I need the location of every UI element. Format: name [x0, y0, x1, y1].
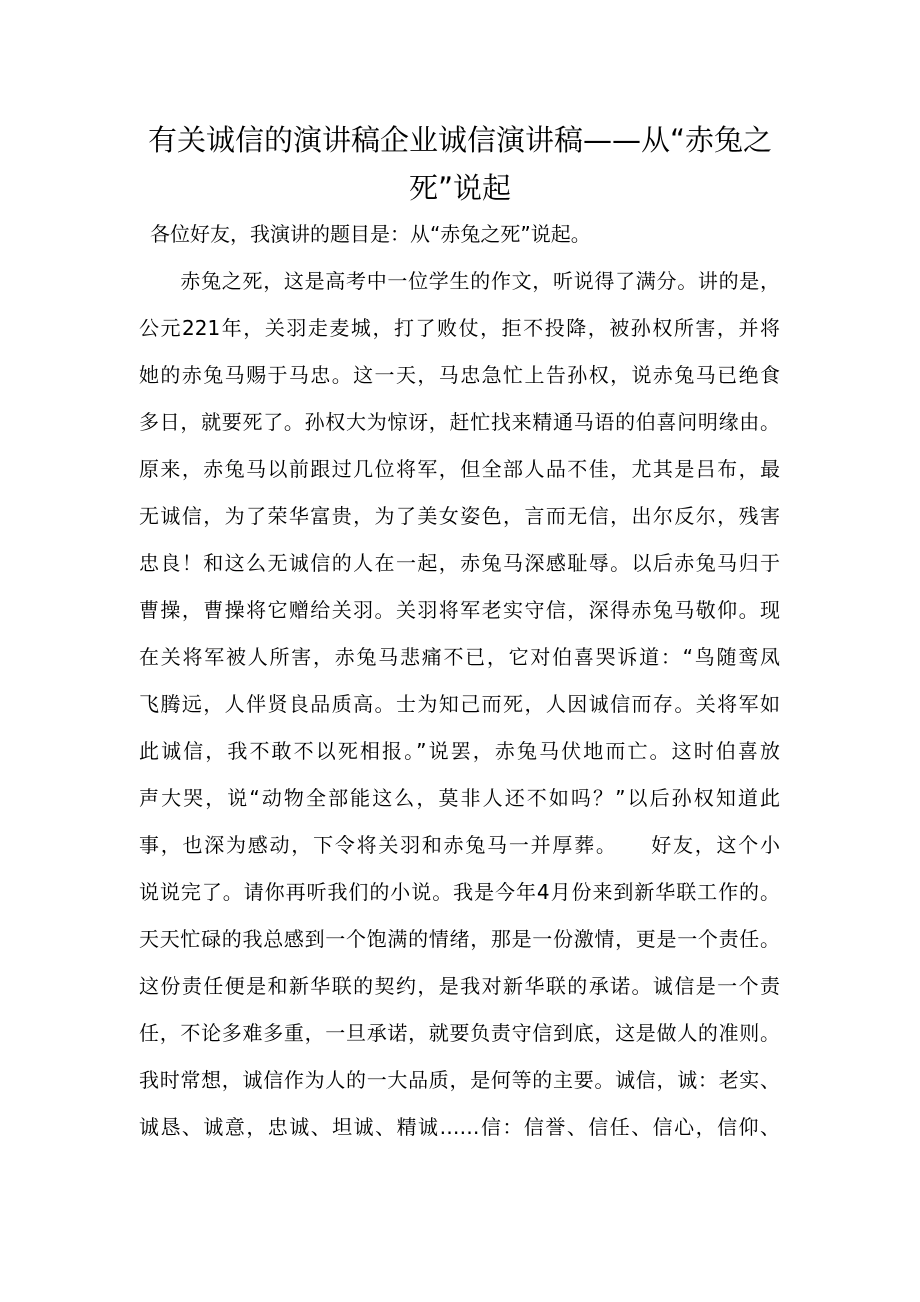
body-line: 多日，就要死了。孙权大为惊讶，赶忙找来精通马语的伯喜问明缘由。 [139, 410, 780, 434]
body-line: 这份责任便是和新华联的契约，是我对新华联的承诺。诚信是一个责 [139, 974, 780, 998]
body-line: 忠良！和这么无诚信的人在一起，赤兔马深感耻辱。以后赤兔马归于 [139, 551, 780, 575]
body-line: 我时常想，诚信作为人的一大品质，是何等的主要。诚信，诚：老实、 [139, 1068, 780, 1092]
body-line: 此诚信，我不敢不以死相报。”说罢，赤兔马伏地而亡。这时伯喜放 [139, 739, 780, 763]
body-line: 事，也深为感动，下令将关羽和赤兔马一并厚葬。 好友，这个小 [139, 833, 780, 857]
body-line: 任，不论多难多重，一旦承诺，就要负责守信到底，这是做人的准则。 [139, 1021, 780, 1045]
body-line: 诚恳、诚意，忠诚、坦诚、精诚……信：信誉、信任、信心，信仰、 [139, 1115, 780, 1139]
body-line: 曹操，曹操将它赠给关羽。关羽将军老实守信，深得赤兔马敬仰。现 [139, 598, 780, 622]
body-line: 飞腾远，人伴贤良品质高。士为知己而死，人因诚信而存。关将军如 [139, 692, 780, 716]
body-line: 在关将军被人所害，赤兔马悲痛不已，它对伯喜哭诉道：“鸟随鸾凤 [139, 645, 780, 669]
body-line: 公元221年，关羽走麦城，打了败仗，拒不投降，被孙权所害，并将 [139, 316, 780, 340]
body-line: 说说完了。请你再听我们的小说。我是今年4月份来到新华联工作的。 [139, 880, 780, 904]
greeting-line: 各位好友，我演讲的题目是：从“赤兔之死”说起。 [150, 222, 591, 246]
body-line: 她的赤兔马赐于马忠。这一天，马忠急忙上告孙权，说赤兔马已绝食 [139, 363, 780, 387]
page-title: 有关诚信的演讲稿企业诚信演讲稿——从“赤兔之死”说起 [147, 123, 773, 205]
body-line: 声大哭，说“动物全部能这么，莫非人还不如吗？”以后孙权知道此 [139, 786, 780, 810]
body-line: 原来，赤兔马以前跟过几位将军，但全部人品不佳，尤其是吕布，最 [139, 457, 780, 481]
body-line: 天天忙碌的我总感到一个饱满的情绪，那是一份激情，更是一个责任。 [139, 927, 780, 951]
body-line: 赤兔之死，这是高考中一位学生的作文，听说得了满分。讲的是， [139, 269, 780, 293]
body-line: 无诚信，为了荣华富贵，为了美女姿色，言而无信，出尔反尔，残害 [139, 504, 780, 528]
